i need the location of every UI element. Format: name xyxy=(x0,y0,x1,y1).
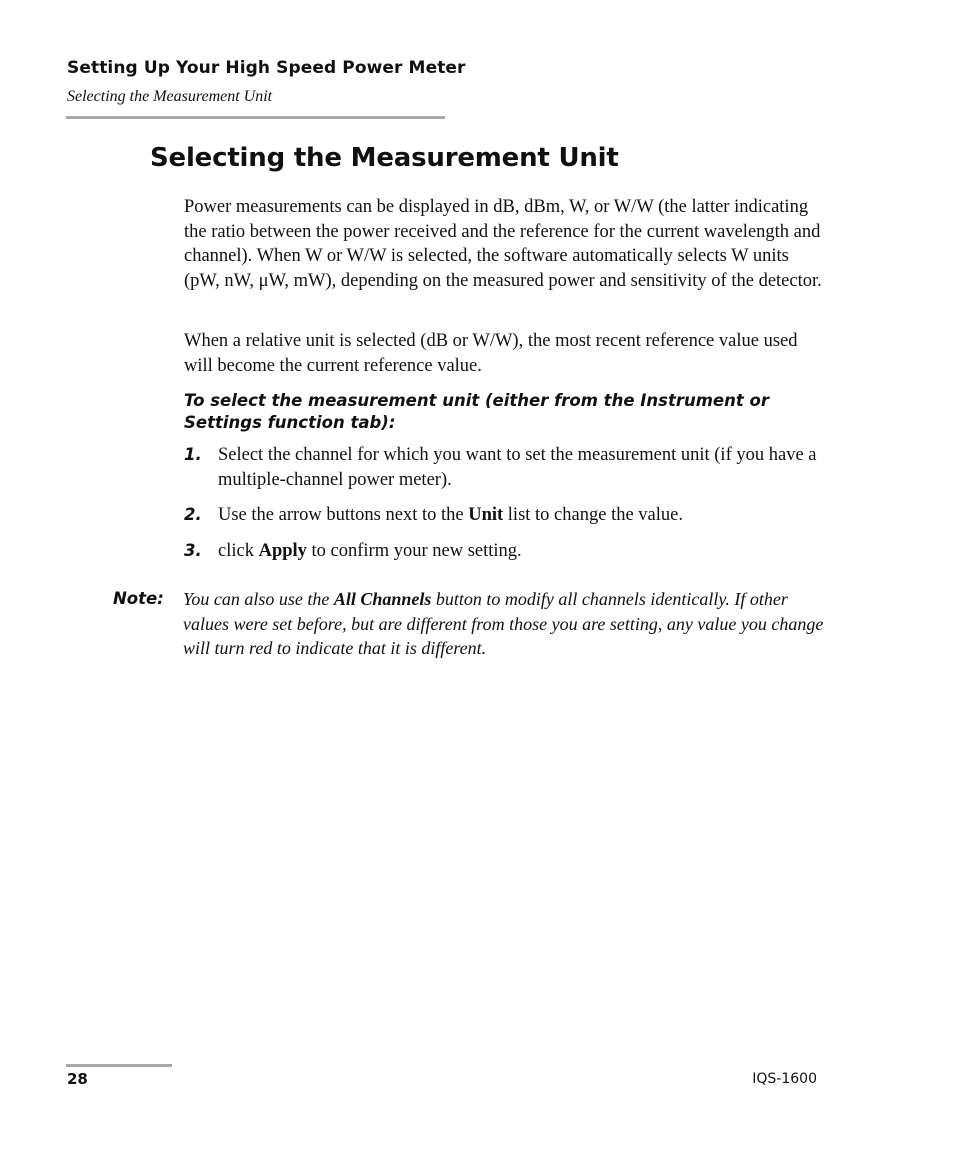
step-text-before: Use the arrow buttons next to the xyxy=(218,505,469,525)
step-text-after: to confirm your new setting. xyxy=(306,541,522,561)
step-text xyxy=(218,503,818,528)
intro-paragraph: Power measurements can be displayed in dB, dBm, W, or W/W (the latter indicating the ratio between the power received and the reference for the current wavelength and channel). When W or W/W is selected, the software automatically selects W units (pW, nW, μW, mW), depending on the measured power and sensitivity of the detector. xyxy=(184,197,822,291)
note-text xyxy=(183,587,828,661)
relative-unit-paragraph: When a relative unit is selected (dB or W/W), the most recent reference value used will become the current reference value. xyxy=(184,331,798,376)
unit-list-reference: Unit xyxy=(468,505,504,525)
step-text-before: click xyxy=(218,541,259,561)
step-text: Select the channel for which you want to set the measurement unit (if you have a multiple-channel power meter). xyxy=(218,445,817,490)
note-text-after: button to modify all channels identically. If other values were set before, but are different from those you are setting, any value you change will turn red to indicate that it is different. xyxy=(183,589,824,658)
note-text-before: You can also use the xyxy=(183,589,334,609)
footer-rule xyxy=(66,1064,172,1067)
running-header-title: Setting Up Your High Speed Power Meter xyxy=(67,58,466,78)
running-header-subtitle: Selecting the Measurement Unit xyxy=(67,88,273,105)
step-text-after: list to change the value. xyxy=(503,505,683,525)
step-number: 1. xyxy=(184,445,202,464)
step-number: 2. xyxy=(184,505,202,524)
page-number: 28 xyxy=(67,1070,88,1088)
all-channels-reference: All Channels xyxy=(333,589,432,609)
header-rule xyxy=(66,116,445,119)
apply-button-reference: Apply xyxy=(258,541,307,561)
document-id: IQS-1600 xyxy=(752,1071,817,1087)
step-text xyxy=(218,539,818,564)
procedure-heading: To select the measurement unit (either from the Instrument or Settings function tab): xyxy=(184,391,769,432)
step-number: 3. xyxy=(184,541,202,560)
section-heading: Selecting the Measurement Unit xyxy=(150,143,619,173)
note-label: Note: xyxy=(113,589,164,608)
